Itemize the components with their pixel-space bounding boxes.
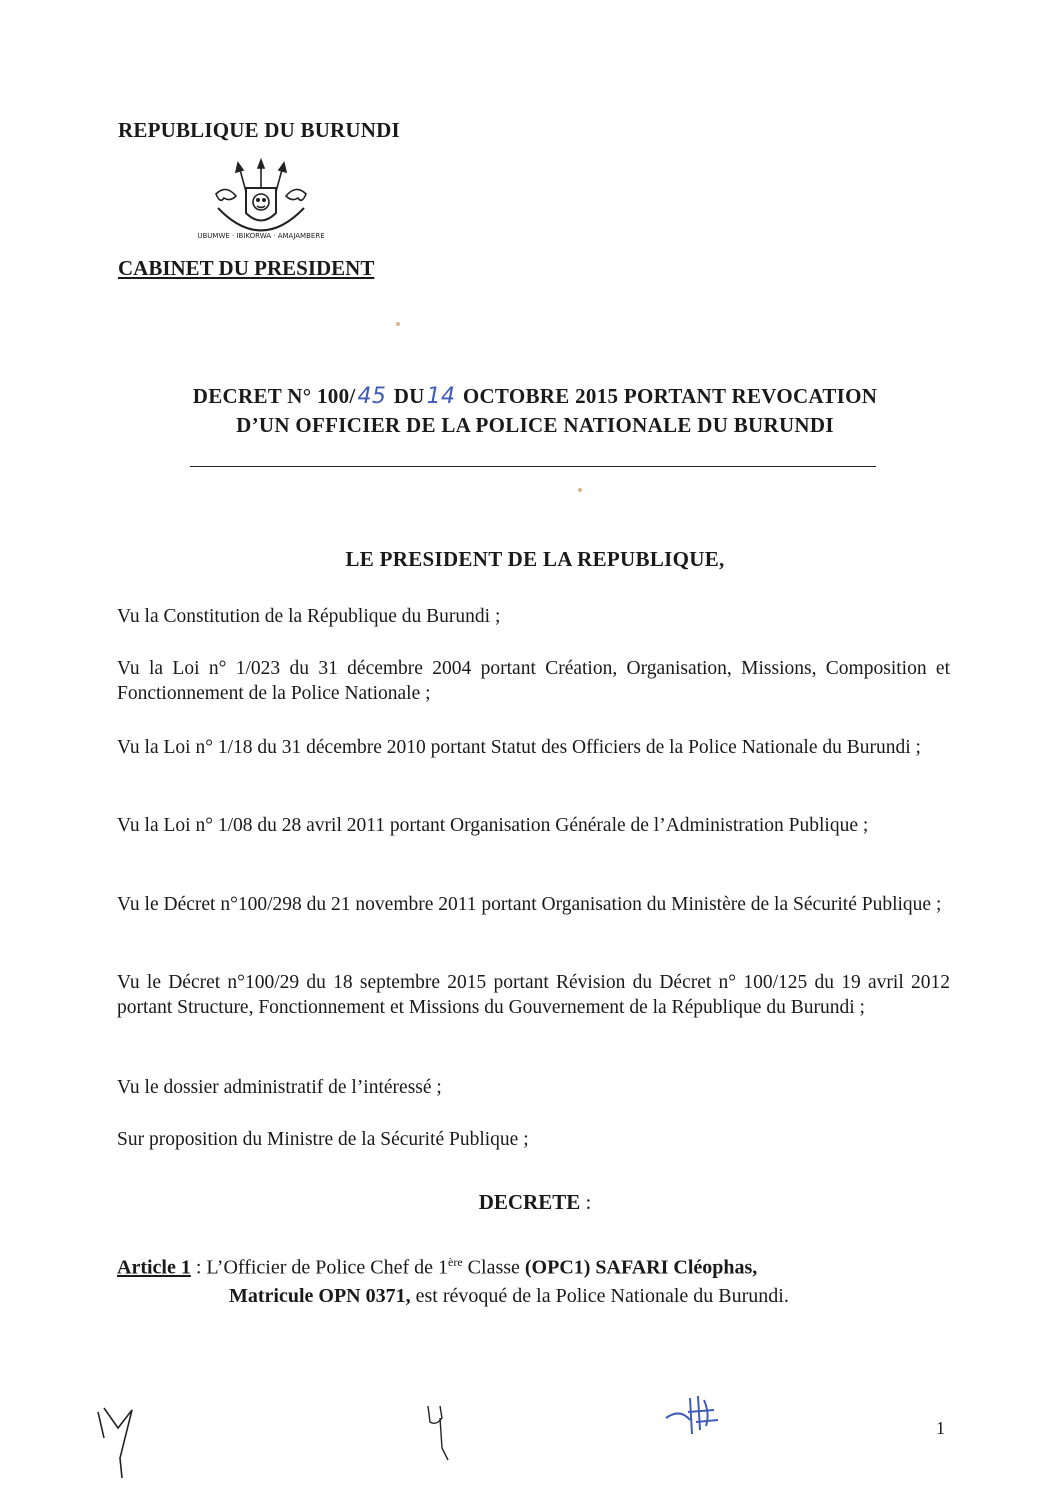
decree-du: DU [393,384,425,408]
article-1-text-c: est révoqué de la Police Nationale du Burundi. [410,1284,789,1307]
decree-title-rest: OCTOBRE 2015 PORTANT REVOCATION [462,384,878,408]
visa-decret-gouvernement: Vu le Décret n°100/29 du 18 septembre 2015 portant Révision du Décret n° 100/125 du 19 avril 2012 portant Structure, Fonctionnement et Missions du Gouvernement de la République du Burundi ; [117,972,950,1018]
visa-loi-administration: Vu la Loi n° 1/08 du 28 avril 2011 portant Organisation Générale de l’Administration Publique ; [117,815,869,836]
visa-dossier: Vu le dossier administratif de l’intéressé ; [117,1077,442,1098]
handwritten-initial-left [92,1398,152,1482]
page-number: 1 [936,1418,945,1438]
visa-proposition: Sur proposition du Ministre de la Sécurité Publique ; [117,1129,529,1150]
scan-speck [578,488,582,492]
emblem-motto: UBUMWE · IBIKORWA · AMAJAMBERE [197,232,325,240]
article-1-label: Article 1 [117,1256,191,1279]
republic-heading: REPUBLIQUE DU BURUNDI [118,118,400,142]
decree-title-line2: D’UN OFFICIER DE LA POLICE NATIONALE DU BURUNDI [236,413,834,437]
article-1-matricule: Matricule OPN 0371, [229,1284,411,1307]
article-1-sep: : [190,1256,207,1279]
handwritten-decree-day: 14 [426,384,456,409]
article-1-officer-name: (OPC1) SAFARI Cléophas, [524,1256,758,1279]
article-1-text-b: Classe [462,1256,525,1279]
visa-constitution: Vu la Constitution de la République du Burundi ; [117,606,501,627]
article-1-line2 [117,1282,952,1310]
decree-title [100,382,970,440]
handwritten-signature-blue [660,1390,730,1446]
cabinet-heading: CABINET DU PRESIDENT [118,256,375,280]
decrete-word: DECRETE [478,1190,581,1214]
decrete-colon: : [580,1190,592,1214]
president-heading: LE PRESIDENT DE LA REPUBLIQUE, [345,547,725,571]
handwritten-decree-number: 45 [357,384,387,409]
article-1 [117,1248,952,1310]
handwritten-initial-center [420,1400,460,1464]
visa-loi-police-nationale: Vu la Loi n° 1/023 du 31 décembre 2004 portant Création, Organisation, Missions, Composition et Fonctionnement de la Police Nationale ; [117,658,950,704]
visa-loi-statut-officiers: Vu la Loi n° 1/18 du 31 décembre 2010 portant Statut des Officiers de la Police Nationale du Burundi ; [117,737,921,758]
coat-of-arms-emblem [197,158,325,250]
article-1-sup: ère [448,1255,463,1269]
visa-decret-ministere: Vu le Décret n°100/298 du 21 novembre 2011 portant Organisation du Ministère de la Sécurité Publique ; [117,894,942,915]
decree-number-prefix: DECRET N° 100/ [192,384,356,408]
decree-title-line1 [100,382,970,411]
title-divider [190,466,876,467]
article-1-text-a: L’Officier de Police Chef de 1 [206,1256,449,1279]
scan-speck [396,322,400,326]
decrete-heading [100,1190,970,1215]
